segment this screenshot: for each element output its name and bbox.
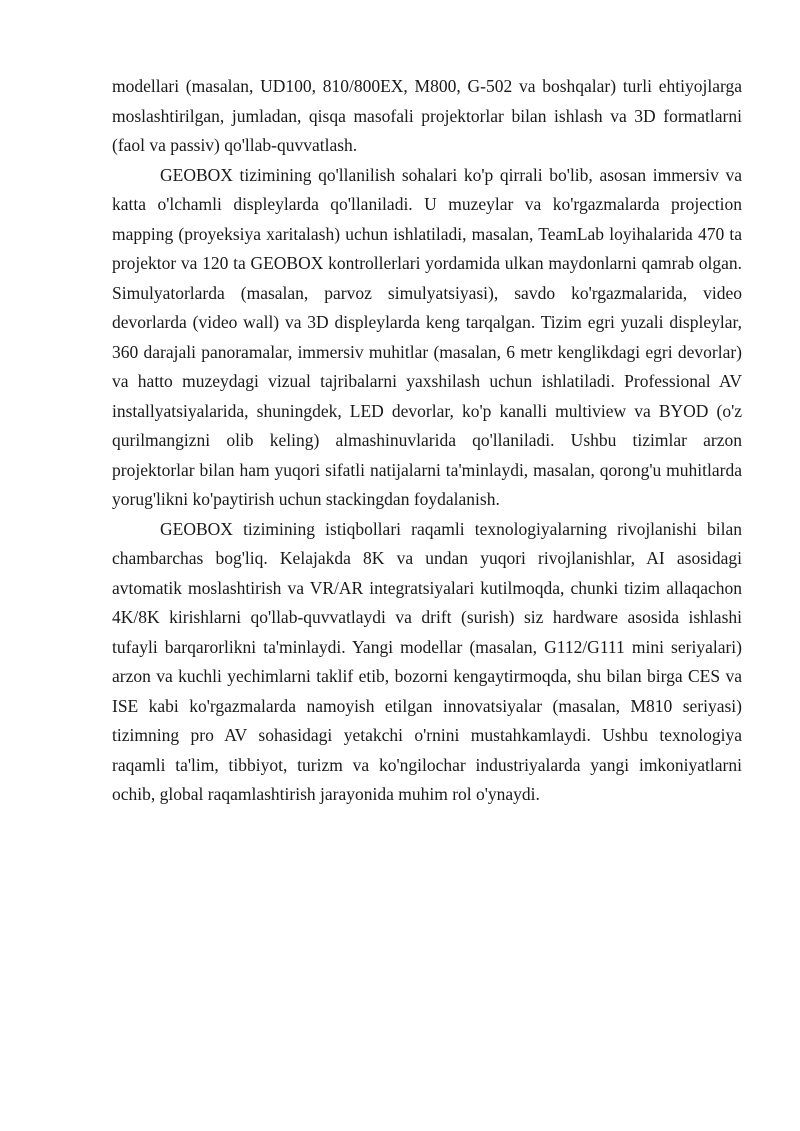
paragraph-continuation: modellari (masalan, UD100, 810/800EX, M800, G-502 va boshqalar) turli ehtiyojlarga moslashtirilgan, jumladan, qisqa masofali projektorlar bilan ishlash va 3D formatlarni (faol va passiv) qo'llab-quvvatlash.	[112, 76, 742, 155]
paragraph-prospects: GEOBOX tizimining istiqbollari raqamli texnologiyalarning rivojlanishi bilan chambarchas bog'liq. Kelajakda 8K va undan yuqori rivojlanishlar, AI asosidagi avtomatik moslashtirish va VR/AR integratsiyalari kutilmoqda, chunki tizim allaqachon 4K/8K kirishlarni qo'llab-quvvatlaydi va drift (surish) siz hardware asosida ishlashi tufayli barqarorlikni ta'minlaydi. Yangi modellar (masalan, G112/G111 mini seriyalari) arzon va kuchli yechimlarni taklif etib, bozorni kengaytirmoqda, shu bilan birga CES va ISE kabi ko'rgazmalarda namoyish etilgan innovatsiyalar (masalan, M810 seriyasi) tizimning pro AV sohasidagi yetakchi o'rnini mustahkamlaydi. Ushbu texnologiya raqamli ta'lim, tibbiyot, turizm va ko'ngilochar industriyalarda yangi imkoniyatlarni ochib, global raqamlashtirish jarayonida muhim rol o'ynaydi.	[112, 518, 742, 804]
paragraph-application-areas: GEOBOX tizimining qo'llanilish sohalari ko'p qirrali bo'lib, asosan immersiv va katta o'lchamli displeylarda qo'llaniladi. U muzeylar va ko'rgazmalarda projection mapping (proyeksiya xaritalash) uchun ishlatiladi, masalan, TeamLab loyihalarida 470 ta projektor va 120 ta GEOBOX kontrollerlari yordamida ulkan maydonlarni qamrab olgan. Simulyatorlarda (masalan, parvoz simulyatsiyasi), savdo ko'rgazmalarida, video devorlarda (video wall) va 3D displeylarda keng tarqalgan. Tizim egri yuzali displeylar, 360 darajali panoramalar, immersiv muhitlar (masalan, 6 metr kenglikdagi egri devorlar) va hatto muzeydagi vizual tajribalarni yaxshilash uchun ishlatiladi. Professional AV installyatsiyalarida, shuningdek, LED devorlar, ko'p kanalli multiview va BYOD (o'z qurilmangizni olib keling) almashinuvlarida qo'llaniladi. Ushbu tizimlar arzon projektorlar bilan ham yuqori sifatli natijalarni ta'minlaydi, masalan, qorong'u muhitlarda yorug'likni ko'paytirish uchun stackingdan foydalanish.	[112, 164, 742, 509]
document-body	[112, 72, 742, 810]
